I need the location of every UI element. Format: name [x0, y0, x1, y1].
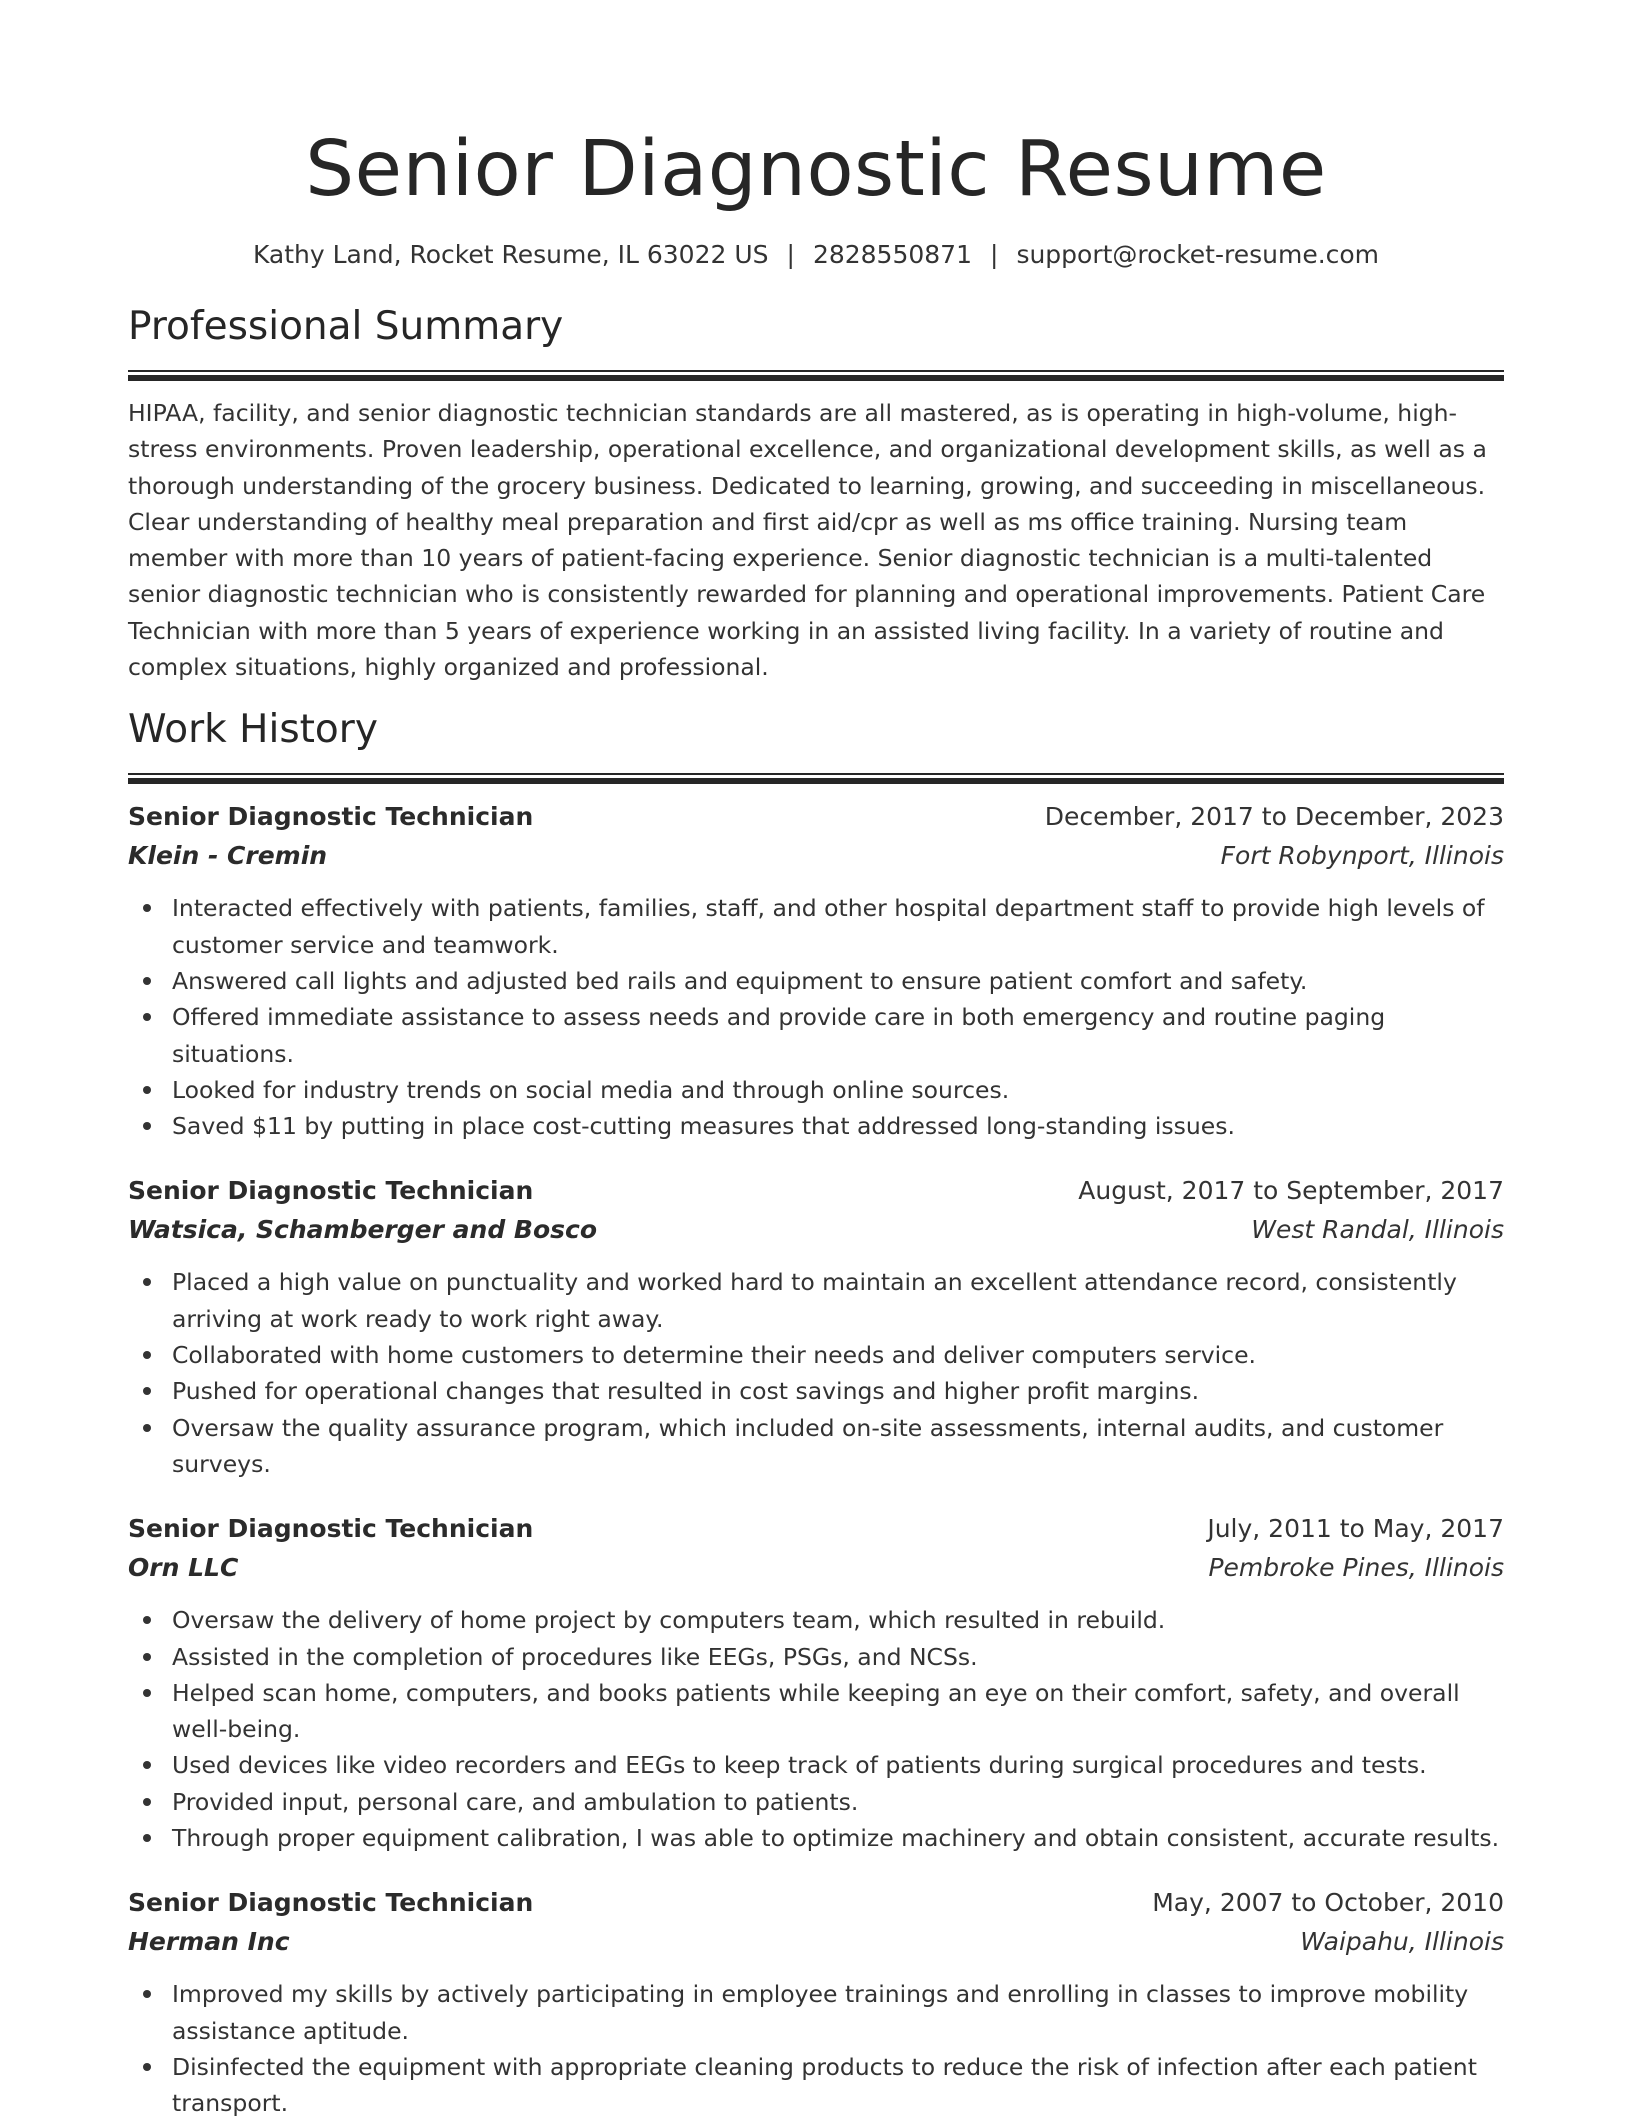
section-divider: [128, 370, 1504, 381]
job-subheader: [128, 1922, 1504, 1962]
job-company: Orn LLC: [128, 1553, 239, 1583]
job-bullet: Answered call lights and adjusted bed rails and equipment to ensure patient comfort and safety.: [172, 963, 1504, 999]
section-divider: [128, 773, 1504, 784]
job-location: Pembroke Pines, Illinois: [1208, 1553, 1504, 1583]
job-bullet: Provided input, personal care, and ambulation to patients.: [172, 1784, 1504, 1820]
summary-section: [128, 302, 1504, 685]
job-company: Klein - Cremin: [128, 841, 328, 871]
job-location: Fort Robynport, Illinois: [1220, 841, 1504, 871]
contact-address: Kathy Land, Rocket Resume, IL 63022 US: [252, 240, 769, 269]
job-location: West Randal, Illinois: [1251, 1215, 1504, 1245]
job-title: Senior Diagnostic Technician: [128, 1514, 534, 1544]
job-bullet: Improved my skills by actively participating in employee trainings and enrolling in classes to improve mobility assistance aptitude.: [172, 1976, 1504, 2049]
job-subheader: [128, 1210, 1504, 1250]
job-company: Herman Inc: [128, 1927, 290, 1957]
job-title: Senior Diagnostic Technician: [128, 1176, 534, 1206]
contact-phone: 2828550871: [812, 240, 972, 269]
resume-title: Senior Diagnostic Resume: [305, 125, 1327, 214]
job-bullet: Used devices like video recorders and EEGs to keep track of patients during surgical procedures and tests.: [172, 1747, 1504, 1783]
job-location: Waipahu, Illinois: [1300, 1927, 1504, 1957]
resume-page: [128, 0, 1504, 2122]
job-header: [128, 1884, 1504, 1922]
job-entry: [128, 1172, 1504, 1482]
job-company: Watsica, Schamberger and Bosco: [128, 1215, 598, 1245]
job-bullet: Placed a high value on punctuality and worked hard to maintain an excellent attendance record, consistently arriving at work ready to work right away.: [172, 1264, 1504, 1337]
job-header: [128, 1172, 1504, 1210]
job-bullet: Collaborated with home customers to determine their needs and deliver computers service.: [172, 1337, 1504, 1373]
job-entry: [128, 1884, 1504, 2121]
contact-line: [128, 238, 1504, 272]
work-history-section: [128, 705, 1504, 2121]
job-title: Senior Diagnostic Technician: [128, 802, 534, 832]
job-bullet: Saved $11 by putting in place cost-cutting measures that addressed long-standing issues.: [172, 1108, 1504, 1144]
contact-email: support@rocket-resume.com: [1016, 240, 1380, 269]
contact-separator: |: [990, 240, 999, 269]
job-bullet: Helped scan home, computers, and books patients while keeping an eye on their comfort, safety, and overall well-being.: [172, 1675, 1504, 1748]
summary-text: HIPAA, facility, and senior diagnostic technician standards are all mastered, as is operating in high-volume, high-stress environments. Proven leadership, operational excellence, and organizational development skills, as well as a thorough understanding of the grocery business. Dedicated to learning, growing, and succeeding in miscellaneous. Clear understanding of healthy meal preparation and first aid/cpr as well as ms office training. Nursing team member with more than 10 years of patient-facing experience. Senior diagnostic technician is a multi-talented senior diagnostic technician who is consistently rewarded for planning and operational improvements. Patient Care Technician with more than 5 years of experience working in an assisted living facility. In a variety of routine and complex situations, highly organized and professional.: [128, 399, 1487, 682]
work-history-heading: Work History: [128, 707, 378, 753]
job-bullet: Oversaw the delivery of home project by computers team, which resulted in rebuild.: [172, 1602, 1504, 1638]
job-bullet: Oversaw the quality assurance program, which included on-site assessments, internal audits, and customer surveys.: [172, 1410, 1504, 1483]
job-header: [128, 798, 1504, 836]
summary-heading: Professional Summary: [128, 304, 564, 349]
job-dates: August, 2017 to September, 2017: [1078, 1176, 1504, 1206]
job-bullet: Offered immediate assistance to assess needs and provide care in both emergency and routine paging situations.: [172, 999, 1504, 1072]
job-subheader: [128, 1548, 1504, 1588]
job-header: [128, 1510, 1504, 1548]
job-dates: May, 2007 to October, 2010: [1152, 1888, 1504, 1918]
job-bullets: [128, 1976, 1504, 2121]
job-bullets: [128, 1264, 1504, 1482]
job-dates: July, 2011 to May, 2017: [1207, 1514, 1504, 1544]
job-bullet: Through proper equipment calibration, I was able to optimize machinery and obtain consistent, accurate results.: [172, 1820, 1504, 1856]
job-subheader: [128, 836, 1504, 876]
job-entry: [128, 1510, 1504, 1856]
job-bullet: Looked for industry trends on social media and through online sources.: [172, 1072, 1504, 1108]
job-bullet: Disinfected the equipment with appropriate cleaning products to reduce the risk of infection after each patient transport.: [172, 2049, 1504, 2122]
job-entry: [128, 798, 1504, 1144]
job-bullet: Pushed for operational changes that resulted in cost savings and higher profit margins.: [172, 1373, 1504, 1409]
job-title: Senior Diagnostic Technician: [128, 1888, 534, 1918]
contact-separator: |: [786, 240, 795, 269]
job-bullet: Assisted in the completion of procedures like EEGs, PSGs, and NCSs.: [172, 1639, 1504, 1675]
job-bullet: Interacted effectively with patients, families, staff, and other hospital department staff to provide high levels of customer service and teamwork.: [172, 890, 1504, 963]
job-bullets: [128, 890, 1504, 1144]
job-dates: December, 2017 to December, 2023: [1044, 802, 1504, 832]
job-bullets: [128, 1602, 1504, 1856]
